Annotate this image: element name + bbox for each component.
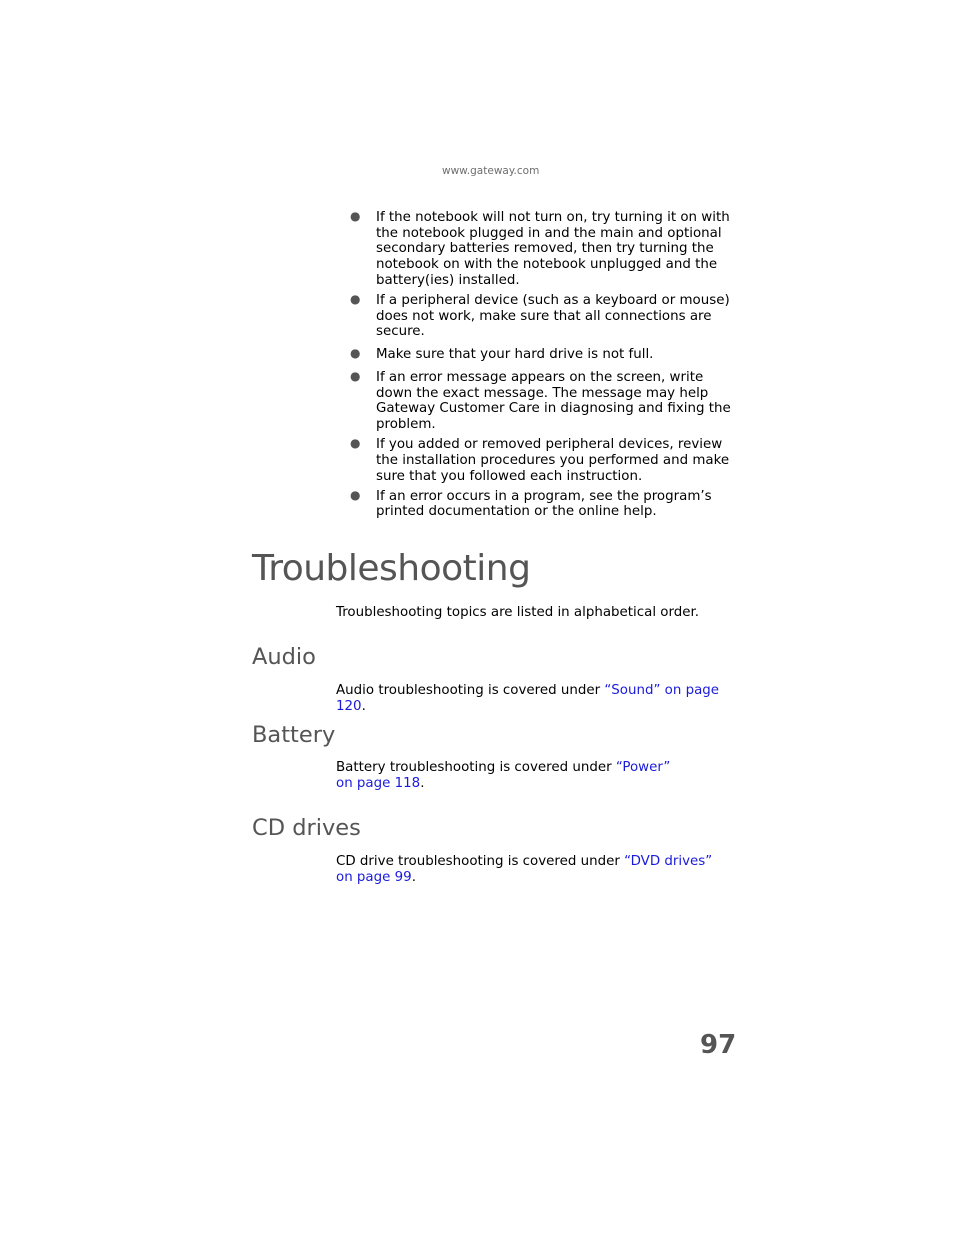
- bullet-icon: ●: [350, 209, 361, 223]
- list-item-text: If the notebook will not turn on, try turning it on with the notebook plugged in and the main and optional secondary batteries removed, then try turning the notebook on with the notebook unplugged and the battery(ies) installed.: [376, 210, 730, 288]
- tips-list: [350, 210, 735, 525]
- bullet-icon: ●: [350, 346, 361, 361]
- list-item: [350, 489, 735, 520]
- bullet-icon: ●: [350, 368, 361, 383]
- cd-drives-paragraph: [336, 854, 726, 886]
- list-item: [350, 370, 735, 433]
- list-item-text: Make sure that your hard drive is not full.: [376, 347, 654, 363]
- audio-paragraph: [336, 683, 731, 715]
- sound-link[interactable]: “Sound” on page 120: [336, 683, 720, 714]
- header-url: www.gateway.com: [442, 165, 540, 177]
- battery-text: Battery troubleshooting is covered under: [336, 760, 616, 775]
- cd-drives-end: .: [411, 870, 416, 885]
- power-link[interactable]: “Power” on page 118: [336, 760, 671, 791]
- list-item-text: If you added or removed peripheral devices, review the installation procedures you performed and make sure that you followed each instruction.: [376, 437, 730, 484]
- page-number: 97: [700, 1030, 737, 1060]
- list-item: [350, 210, 735, 289]
- battery-paragraph: [336, 760, 691, 792]
- page-title: Troubleshooting: [252, 548, 531, 589]
- audio-text: Audio troubleshooting is covered under: [336, 683, 605, 698]
- list-item: [350, 347, 735, 363]
- section-title-audio: Audio: [252, 644, 316, 670]
- dvd-drives-link[interactable]: “DVD drives” on page 99: [336, 854, 713, 885]
- audio-end: .: [361, 699, 366, 714]
- bullet-icon: ●: [350, 436, 361, 451]
- list-item-text: If a peripheral device (such as a keyboard or mouse) does not work, make sure that all connections are secure.: [376, 293, 730, 340]
- section-title-cd-drives: CD drives: [252, 815, 361, 841]
- list-item: [350, 437, 735, 484]
- intro-text: Troubleshooting topics are listed in alphabetical order.: [336, 605, 700, 620]
- battery-end: .: [420, 776, 425, 791]
- cd-drives-text: CD drive troubleshooting is covered under: [336, 854, 625, 869]
- bullet-icon: ●: [350, 292, 361, 307]
- list-item-text: If an error message appears on the screen, write down the exact message. The message may help Gateway Customer Care in diagnosing and fixing the problem.: [376, 369, 731, 432]
- section-title-battery: Battery: [252, 722, 336, 748]
- bullet-icon: ●: [350, 487, 361, 502]
- list-item-text: If an error occurs in a program, see the program’s printed documentation or the online help.: [376, 488, 712, 520]
- list-item: [350, 293, 735, 340]
